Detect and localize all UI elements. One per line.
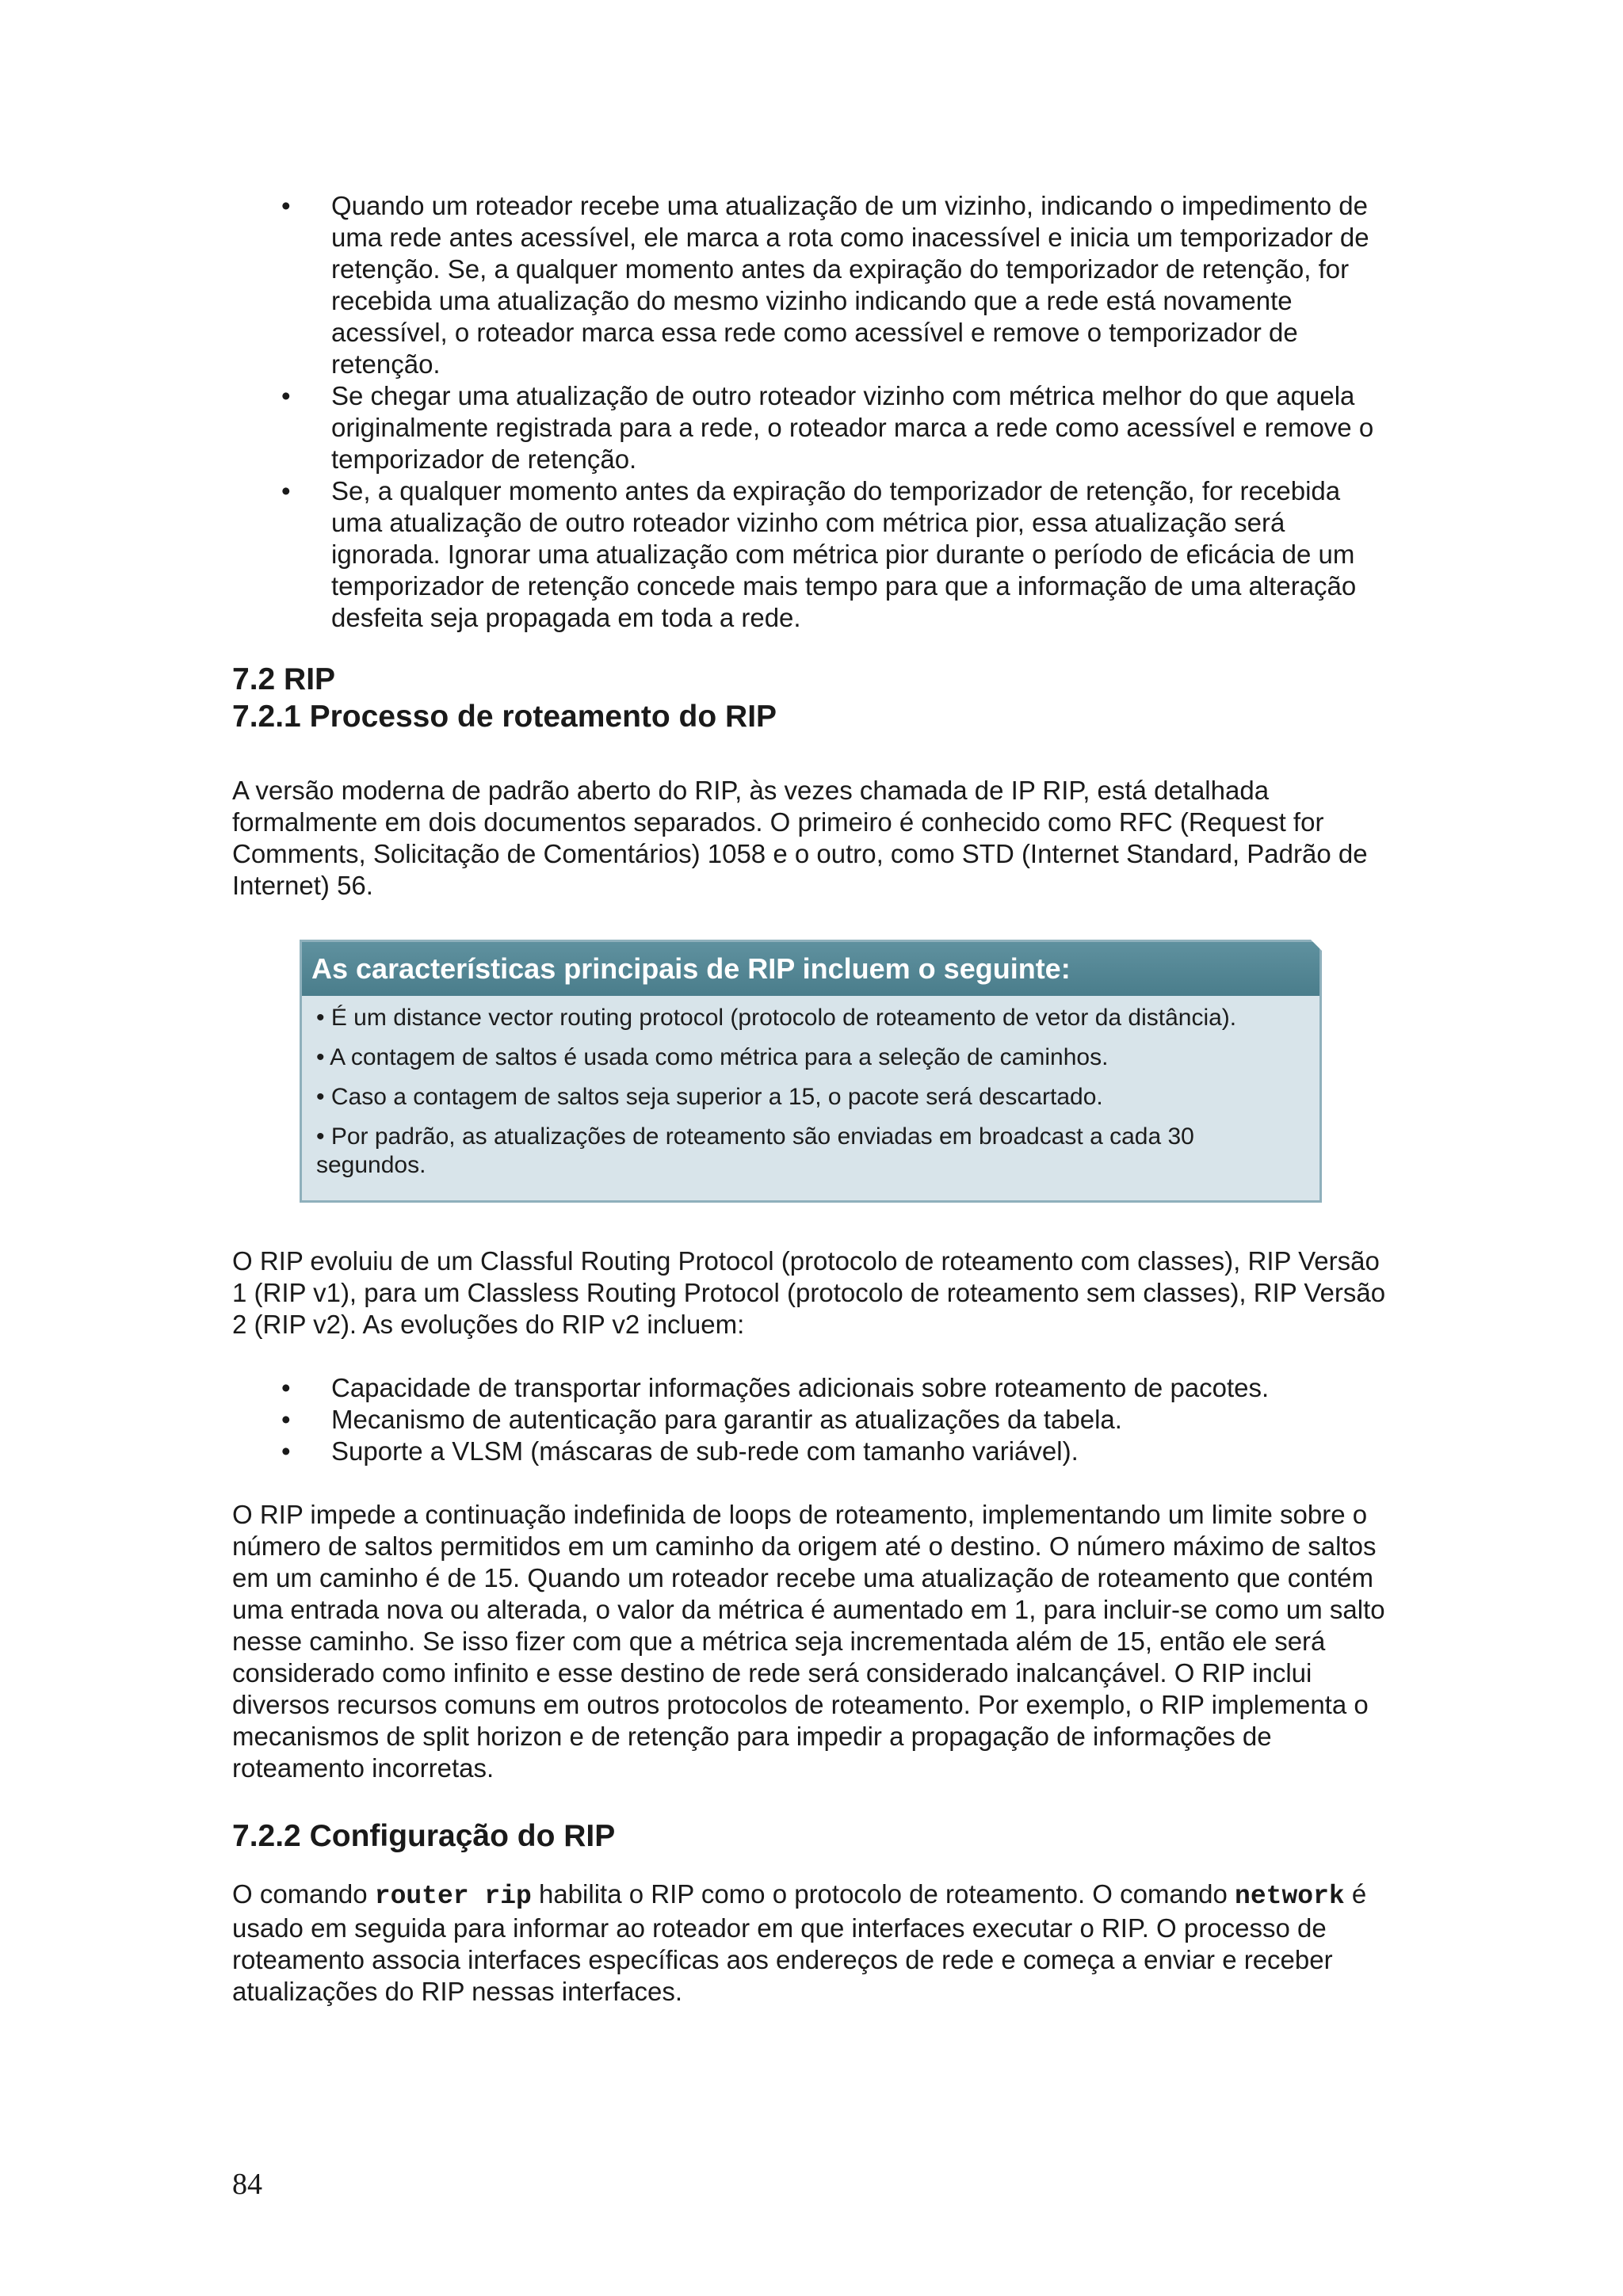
figure-title: As características principais de RIP incluem o seguinte:: [311, 952, 1071, 985]
page-number: 84: [232, 2168, 262, 2201]
bullet-marker: •: [281, 476, 291, 505]
section-heading-7-2-2: 7.2.2 Configuração do RIP: [232, 1819, 616, 1853]
list-item: • Capacidade de transportar informações adicionais sobre roteamento de pacotes.: [281, 1373, 1270, 1402]
list-item: • Se chegar uma atualização de outro roteador vizinho com métrica melhor do que aquela originalmente registrada para a rede, o roteador marca a rede como acessível e remove o temporizador de retenção.: [281, 381, 1374, 474]
figure-item: • A contagem de saltos é usada como métrica para a seleção de caminhos.: [316, 1044, 1109, 1070]
figure-title-bar: [302, 942, 1319, 996]
list-item: • Mecanismo de autenticação para garantir as atualizações da tabela.: [281, 1405, 1122, 1434]
paragraph-rip-config: O comando router rip habilita o RIP como o protocolo de roteamento. O comando network é usado em seguida para informar ao roteador em que interfaces executar o RIP. O processo de roteamento associa interfaces específicas aos endereços de rede e começa a enviar e receber atualizações do RIP nessas interfaces.: [232, 1879, 1367, 2006]
figure-body: [302, 996, 1319, 1180]
list-item: • Se, a qualquer momento antes da expiração do temporizador de retenção, for recebida uma atualização de outro roteador vizinho com métrica pior, essa atualização será ignorada. Ignorar uma atualização com métrica pior durante o período de eficácia de um temporizador de retenção concede mais tempo para que a informação de uma alteração desfeita seja propagada em toda a rede.: [281, 476, 1357, 632]
figure-item: • É um distance vector routing protocol (protocolo de roteamento de vetor da distância).: [316, 1005, 1237, 1031]
paragraph-rip-evolution: O RIP evoluiu de um Classful Routing Protocol (protocolo de roteamento com classes), RIP Versão 1 (RIP v1), para um Classless Routing Protocol (protocolo de roteamento sem classes), RIP Versão 2 (RIP v2). As evoluções do RIP v2 incluem:: [232, 1246, 1386, 1339]
command-network: network: [1235, 1882, 1345, 1911]
page-content: [232, 190, 1397, 2008]
bullet-list-rip-v2: [232, 1372, 1397, 1467]
paragraph-hop-limit: O RIP impede a continuação indefinida de loops de roteamento, implementando um limite sobre o número de saltos permitidos em um caminho da origem até o destino. O número máximo de saltos em um caminho é de 15. Quando um roteador recebe uma atualização de roteamento que contém uma entrada nova ou alterada, o valor da métrica é aumentado em 1, para incluir-se como um salto nesse caminho. Se isso fizer com que a métrica seja incrementada além de 15, então ele será considerado como infinito e esse destino de rede será considerado inalcançável. O RIP inclui diversos recursos comuns em outros protocolos de roteamento. Por exemplo, o RIP implementa o mecanismos de split horizon e de retenção para impedir a propagação de informações de roteamento incorretas.: [232, 1500, 1385, 1783]
section-heading-7-2: 7.2 RIP: [232, 662, 336, 696]
paragraph-rip-versions: A versão moderna de padrão aberto do RIP, às vezes chamada de IP RIP, está detalhada formalmente em dois documentos separados. O primeiro é conhecido como RFC (Request for Comments, Solicitação de Comentários) 1058 e o outro, como STD (Internet Standard, Padrão de Internet) 56.: [232, 776, 1368, 900]
figure-item: • Caso a contagem de saltos seja superior a 15, o pacote será descartado.: [316, 1084, 1103, 1110]
command-router-rip: router rip: [374, 1882, 532, 1911]
folded-corner-decoration: [1311, 940, 1322, 951]
bullet-marker: •: [281, 191, 291, 220]
bullet-marker: •: [281, 381, 291, 410]
bullet-marker: •: [281, 1405, 291, 1434]
section-heading-7-2-1: 7.2.1 Processo de roteamento do RIP: [232, 700, 777, 734]
rip-features-figure: [300, 940, 1322, 1203]
list-item: • Quando um roteador recebe uma atualização de um vizinho, indicando o impedimento de uma rede antes acessível, ele marca a rota como inacessível e inicia um temporizador de retenção. Se, a qualquer momento antes da expiração do temporizador de retenção, for recebida uma atualização do mesmo vizinho indicando que a rede está novamente acessível, o roteador marca essa rede como acessível e remove o temporizador de retenção.: [281, 191, 1369, 379]
bullet-marker: •: [281, 1436, 291, 1466]
bullet-list-holddown: [232, 190, 1397, 634]
figure-item: • Por padrão, as atualizações de roteamento são enviadas em broadcast a cada 30 segundos.: [316, 1123, 1194, 1178]
bullet-marker: •: [281, 1373, 291, 1402]
list-item: • Suporte a VLSM (máscaras de sub-rede com tamanho variável).: [281, 1436, 1079, 1466]
